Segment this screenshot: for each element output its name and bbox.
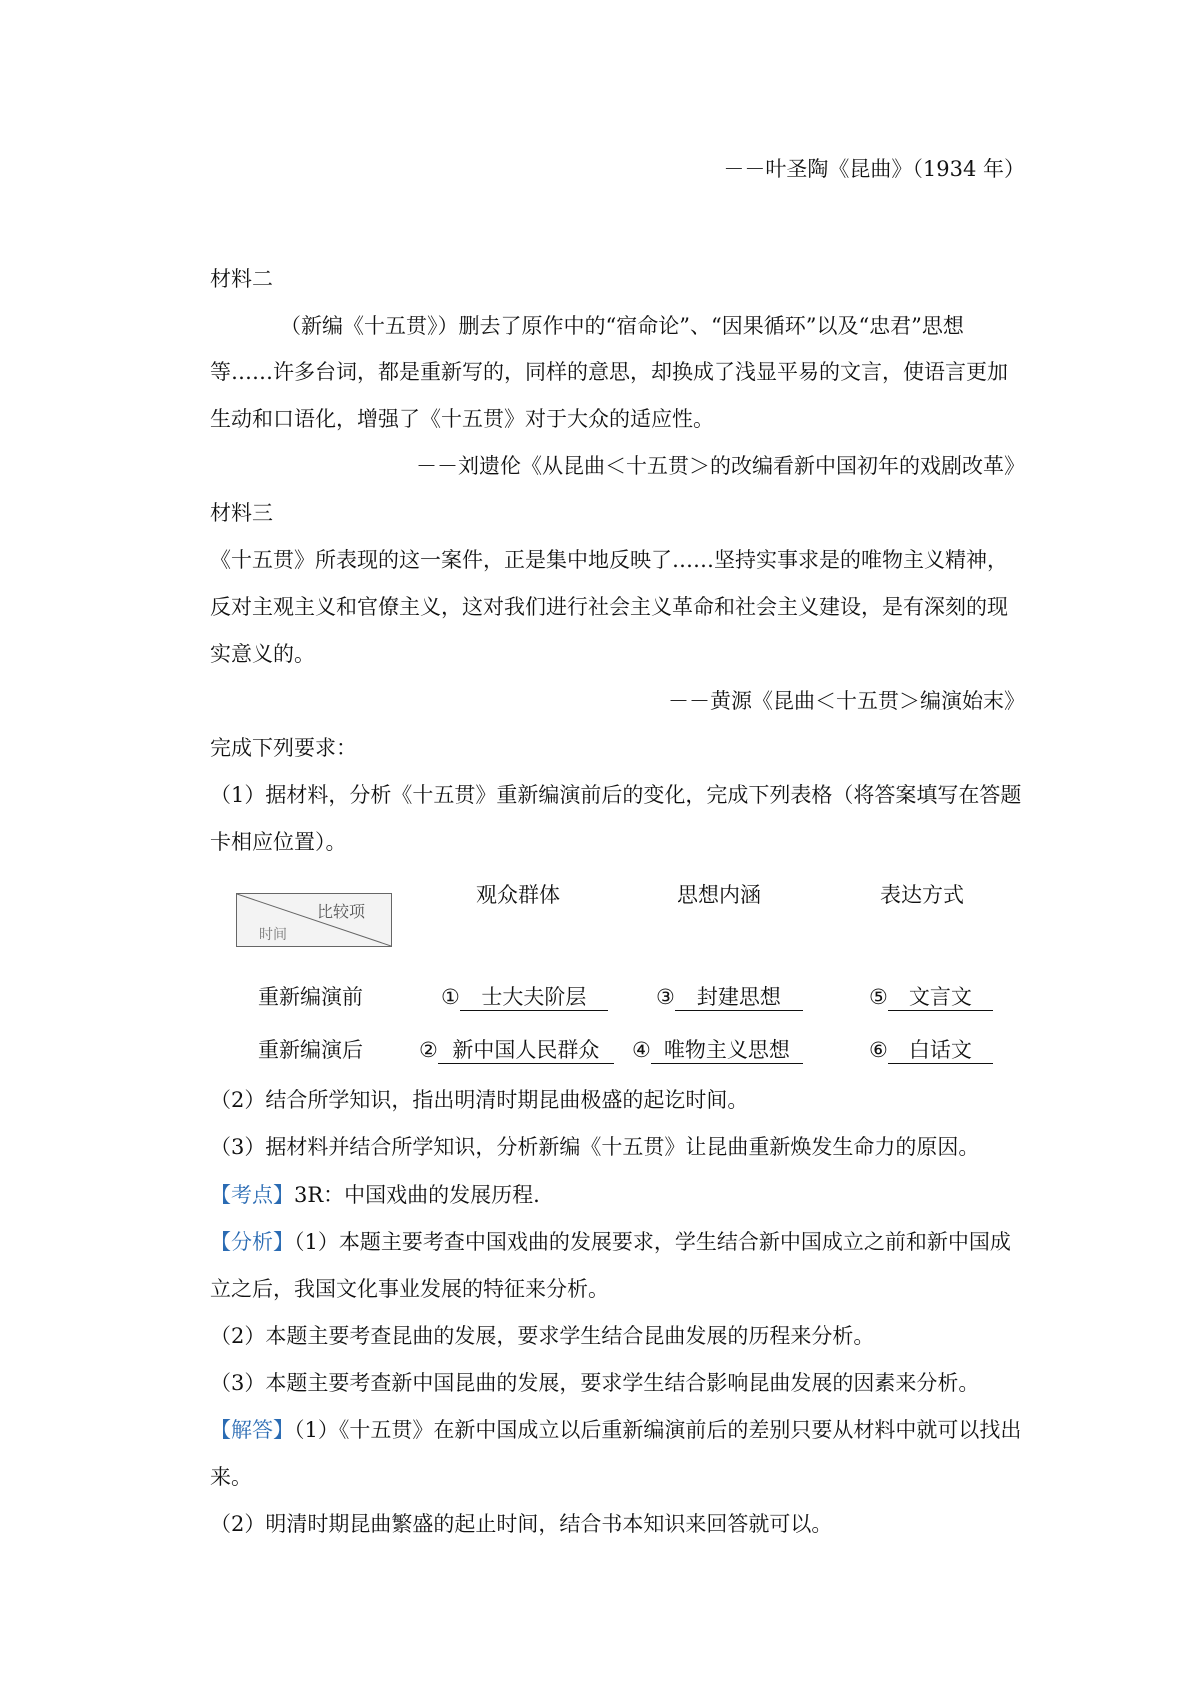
fenxi-tag: 【分析】 <box>210 1230 294 1254</box>
material-2-title: 材料二 <box>210 267 273 291</box>
material-3-title: 材料三 <box>210 501 273 525</box>
material-3-source: －－黄源《昆曲＜十五贯＞编演始末》 <box>668 689 1025 713</box>
fenxi-line-4: （3）本题主要考查新中国昆曲的发展，要求学生结合影响昆曲发展的因素来分析。 <box>210 1371 980 1395</box>
question-1-line-2: 卡相应位置）。 <box>210 830 347 854</box>
question-1-line-1: （1）据材料，分析《十五贯》重新编演前后的变化，完成下列表格（将答案填写在答题 <box>210 783 1022 807</box>
answer-value-6: 白话文 <box>888 1037 993 1064</box>
question-2: （2）结合所学知识，指出明清时期昆曲极盛的起讫时间。 <box>210 1088 749 1112</box>
material-2-paragraph-line-3: 生动和口语化，增强了《十五贯》对于大众的适应性。 <box>210 407 714 431</box>
answer-value-4: 唯物主义思想 <box>651 1037 803 1064</box>
answer-value-3: 封建思想 <box>675 984 803 1011</box>
kaodian-text: 3R：中国戏曲的发展历程. <box>294 1183 540 1207</box>
kaodian-line <box>210 1180 1025 1210</box>
answer-cell-6 <box>869 1035 993 1065</box>
answer-number-1: ① <box>441 985 460 1009</box>
jieda-line-3: （2）明清时期昆曲繁盛的起止时间，结合书本知识来回答就可以。 <box>210 1512 833 1536</box>
material-3-paragraph-line-1: 《十五贯》所表现的这一案件，正是集中地反映了……坚持实事求是的唯物主义精神， <box>210 548 1008 572</box>
answer-value-5: 文言文 <box>888 984 993 1011</box>
column-header-thought: 思想内涵 <box>677 883 761 907</box>
fenxi-line-3: （2）本题主要考查昆曲的发展，要求学生结合昆曲发展的历程来分析。 <box>210 1324 875 1348</box>
fenxi-line-1 <box>210 1227 1025 1257</box>
header-time-label: 时间 <box>259 927 287 943</box>
requirements-heading: 完成下列要求： <box>210 736 357 760</box>
source-line-1: －－叶圣陶《昆曲》（1934 年） <box>723 157 1025 181</box>
row-label-after: 重新编演后 <box>258 1038 363 1062</box>
answer-number-3: ③ <box>656 985 675 1009</box>
answer-number-4: ④ <box>632 1038 651 1062</box>
material-3-paragraph-line-3: 实意义的。 <box>210 642 315 666</box>
answer-cell-2 <box>419 1035 614 1065</box>
question-3: （3）据材料并结合所学知识，分析新编《十五贯》让昆曲重新焕发生命力的原因。 <box>210 1135 980 1159</box>
answer-value-2: 新中国人民群众 <box>438 1037 614 1064</box>
answer-number-6: ⑥ <box>869 1038 888 1062</box>
column-header-audience: 观众群体 <box>476 883 560 907</box>
answer-cell-3 <box>656 982 803 1012</box>
answer-cell-1 <box>441 982 608 1012</box>
material-2-source: －－刘遗伦《从昆曲＜十五贯＞的改编看新中国初年的戏剧改革》 <box>416 454 1025 478</box>
material-2-paragraph-line-1: （新编《十五贯》）删去了原作中的“宿命论”、“因果循环”以及“忠君”思想 <box>280 314 964 338</box>
answer-number-2: ② <box>419 1038 438 1062</box>
jieda-line-2: 来。 <box>210 1465 252 1489</box>
column-header-expression: 表达方式 <box>880 883 964 907</box>
jieda-tag: 【解答】 <box>210 1418 294 1442</box>
kaodian-tag: 【考点】 <box>210 1183 294 1207</box>
answer-cell-5 <box>869 982 993 1012</box>
answer-value-1: 士大夫阶层 <box>460 984 608 1011</box>
header-compare-label: 比较项 <box>316 902 365 921</box>
jieda-line-1 <box>210 1415 1025 1445</box>
answer-number-5: ⑤ <box>869 985 888 1009</box>
fenxi-line-2: 立之后，我国文化事业发展的特征来分析。 <box>210 1277 609 1301</box>
fenxi-text-1: （1）本题主要考查中国戏曲的发展要求，学生结合新中国成立之前和新中国成 <box>294 1230 1011 1254</box>
table-corner-header <box>236 893 392 947</box>
row-label-before: 重新编演前 <box>258 985 363 1009</box>
answer-cell-4 <box>632 1035 803 1065</box>
material-3-paragraph-line-2: 反对主观主义和官僚主义，这对我们进行社会主义革命和社会主义建设，是有深刻的现 <box>210 595 1008 619</box>
jieda-text-1: （1）《十五贯》在新中国成立以后重新编演前后的差别只要从材料中就可以找出 <box>294 1418 1022 1442</box>
material-2-paragraph-line-2: 等……许多台词，都是重新写的，同样的意思，却换成了浅显平易的文言，使语言更加 <box>210 360 1008 384</box>
